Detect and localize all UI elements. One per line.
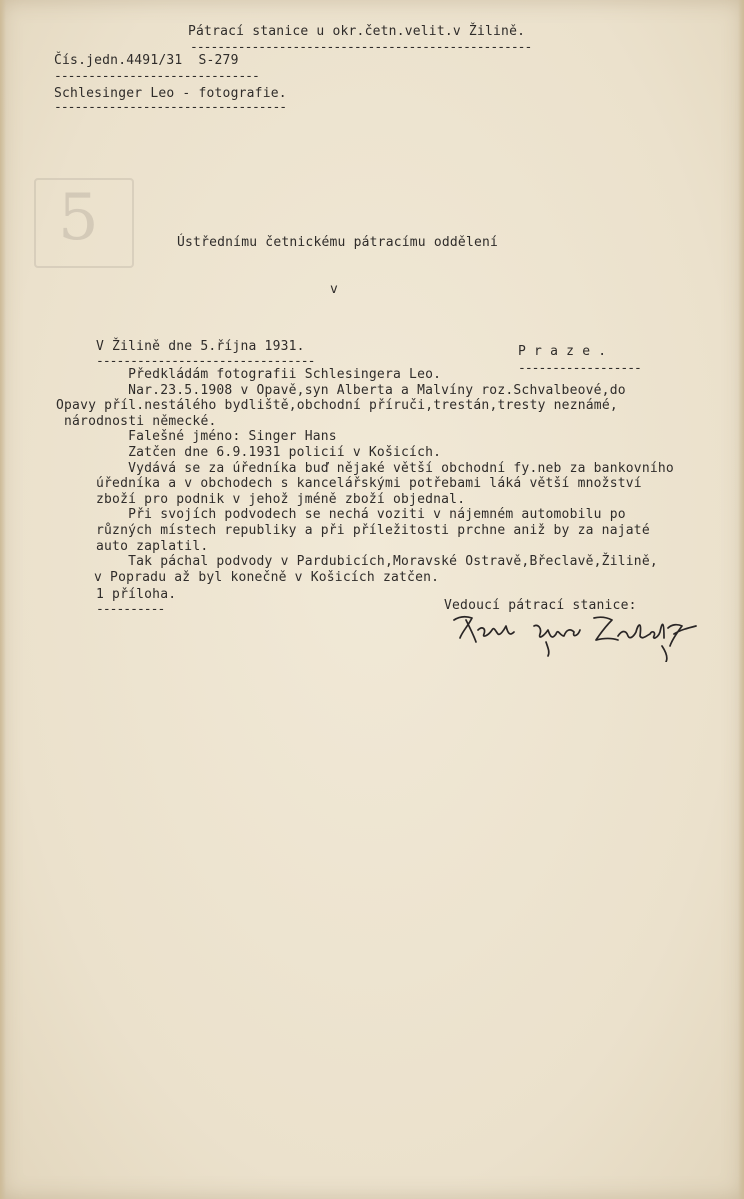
- body-line: různých místech republiky a při příležitosti prchne aniž by za najaté: [96, 522, 650, 538]
- body-line: Předkládám fotografii Schlesingera Leo.: [96, 367, 442, 382]
- date-line: V Žilině dne 5.října 1931.: [96, 339, 305, 354]
- enclosure-note: 1 příloha.: [96, 587, 177, 602]
- recipient-line: Ústřednímu četnickému pátracímu oddělení: [177, 235, 499, 250]
- body-line: Opavy příl.nestálého bydliště,obchodní příruči,trestán,tresty neznámé,: [56, 398, 618, 414]
- body-line: v Popradu až byl konečně v Košicích zatčen.: [94, 569, 440, 585]
- body-line: Falešné jméno: Singer Hans: [96, 429, 337, 445]
- body-line: auto zaplatil.: [96, 538, 209, 554]
- reference-underline: ------------------------------: [54, 72, 259, 82]
- city-underline: ------------------: [518, 364, 641, 374]
- handwritten-signature: [446, 606, 706, 662]
- body-line: Zatčen dne 6.9.1931 policií v Košicích.: [96, 444, 442, 460]
- body-line: Tak páchal podvody v Pardubicích,Moravské Ostravě,Břeclavě,Žilině,: [96, 554, 658, 570]
- body-line: Vydává se za úředníka buď nějaké větší obchodní fy.neb za bankovního: [96, 460, 674, 476]
- body-line: národnosti německé.: [64, 413, 217, 429]
- paper-edge-right: [738, 0, 744, 1199]
- closing-title: Vedoucí pátrací stanice:: [444, 598, 637, 613]
- date-underline: --------------------------------: [96, 357, 315, 367]
- enclosure-underline: ----------: [96, 605, 165, 615]
- subject-line: Schlesinger Leo - fotografie.: [54, 86, 287, 101]
- body-line: úředníka a v obchodech s kancelářskými potřebami láká větší množství: [96, 476, 642, 492]
- recipient-city: P r a z e .: [518, 344, 607, 359]
- body-line: Při svojích podvodech se nechá voziti v nájemném automobilu po: [96, 507, 626, 523]
- body-line: zboží pro podnik v jehož jméně zboží objednal.: [96, 491, 466, 507]
- recipient-preposition: v: [330, 282, 339, 297]
- stamp-number: 5: [58, 181, 99, 255]
- office-heading: Pátrací stanice u okr.četn.velit.v Žilině.: [188, 24, 526, 39]
- office-underline: --------------------------------------------------: [190, 43, 532, 53]
- subject-underline: ----------------------------------: [54, 103, 287, 113]
- body-line: Nar.23.5.1908 v Opavě,syn Alberta a Malvíny roz.Schvalbeové,do: [96, 382, 626, 398]
- paper-edge-left: [0, 0, 6, 1199]
- reference-number: Čís.jedn.4491/31 S-279: [54, 53, 239, 68]
- body-text: [56, 367, 674, 585]
